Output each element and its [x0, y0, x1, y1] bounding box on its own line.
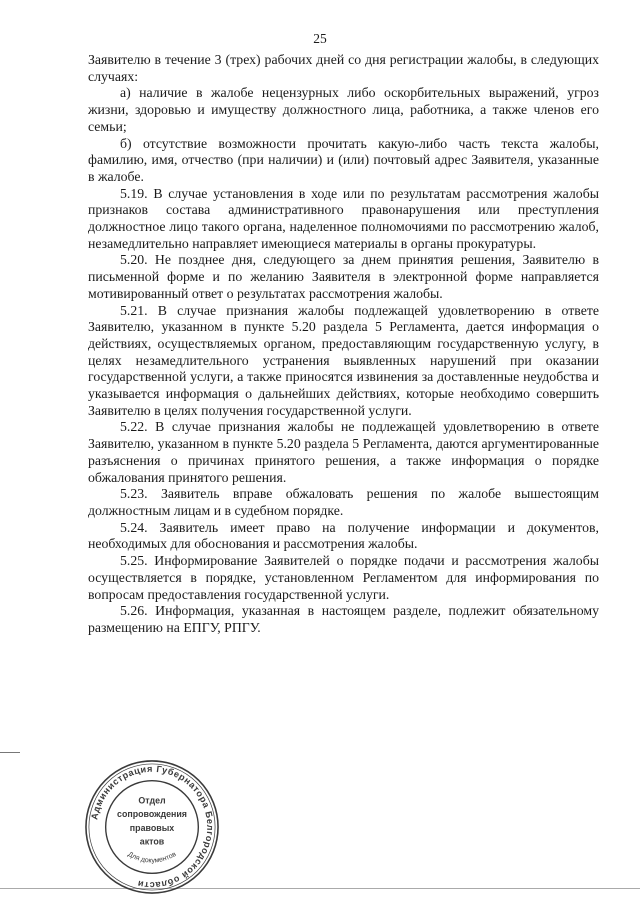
paragraph: 5.21. В случае признания жалобы подлежащей удовлетворению в ответе Заявителю, указанном в пункте 5.20 раздела 5 Регламента, дается информация о действиях, осуществляемых органом, предоставляющим государственную услугу, в целях незамедлительного устранения выявленных нарушений при оказании государственной услуги, а также приносятся извинения за доставленные неудобства и указывается информация о дальнейших действиях, которые необходимо совершить Заявителю в целях получения государственной услуги. [88, 302, 599, 418]
paragraph: 5.25. Информирование Заявителей о порядке подачи и рассмотрения жалобы осуществляется в порядке, установленном Регламентом для информирования по вопросам предоставления государственной услуги. [88, 553, 599, 602]
paragraph: б) отсутствие возможности прочитать какую-либо часть текста жалобы, фамилию, имя, отчество (при наличии) и (или) почтовый адрес Заявителя, указанные в жалобе. [88, 135, 599, 184]
paragraph: 5.26. Информация, указанная в настоящем разделе, подлежит обязательному размещению на ЕПГУ, РПГУ. [88, 603, 599, 635]
official-stamp [83, 758, 221, 896]
paragraph: 5.19. В случае установления в ходе или по результатам рассмотрения жалобы признаков состава административного правонарушения или преступления должностное лицо такого органа, наделенное полномочиями по рассмотрению жалоб, незамедлительно направляет имеющиеся материалы в органы прокуратуры. [88, 185, 599, 251]
stamp-center-line: актов [139, 836, 165, 847]
stamp-bottom-text: Для документов [126, 851, 178, 865]
paragraph: 5.20. Не позднее дня, следующего за днем принятия решения, Заявителю в письменной форме и по желанию Заявителя в электронной форме направляется мотивированный ответ о результатах рассмотрения жалобы. [88, 252, 599, 301]
paragraph: а) наличие в жалобе нецензурных либо оскорбительных выражений, угроз жизни, здоровью и имуществу должностного лица, работника, а также членов его семьи; [88, 85, 599, 134]
stamp-center-line: правовых [129, 822, 175, 833]
document-body [88, 52, 599, 637]
stamp-center-line: сопровождения [117, 809, 187, 820]
paragraph: 5.24. Заявитель имеет право на получение информации и документов, необходимых для обоснования и рассмотрения жалобы. [88, 519, 599, 552]
stamp-ring-text: Администрация Губернатора Белгородской области [89, 763, 216, 891]
paragraph: Заявителю в течение 3 (трех) рабочих дней со дня регистрации жалобы, в следующих случаях: [88, 52, 599, 84]
paragraph: 5.23. Заявитель вправе обжаловать решения по жалобе вышестоящим должностным лицам и в судебном порядке. [88, 486, 599, 518]
scan-edge-mark [0, 752, 20, 753]
svg-text:Для документов [127, 851, 178, 865]
page-number: 25 [313, 31, 327, 46]
stamp-center-line: Отдел [138, 795, 166, 806]
paragraph: 5.22. В случае признания жалобы не подлежащей удовлетворению в ответе Заявителю, указанном в пункте 5.20 раздела 5 Регламента, даются аргументированные разъяснения о причинах принятого решения, а также информация о порядке обжалования принятого решения. [88, 419, 599, 485]
